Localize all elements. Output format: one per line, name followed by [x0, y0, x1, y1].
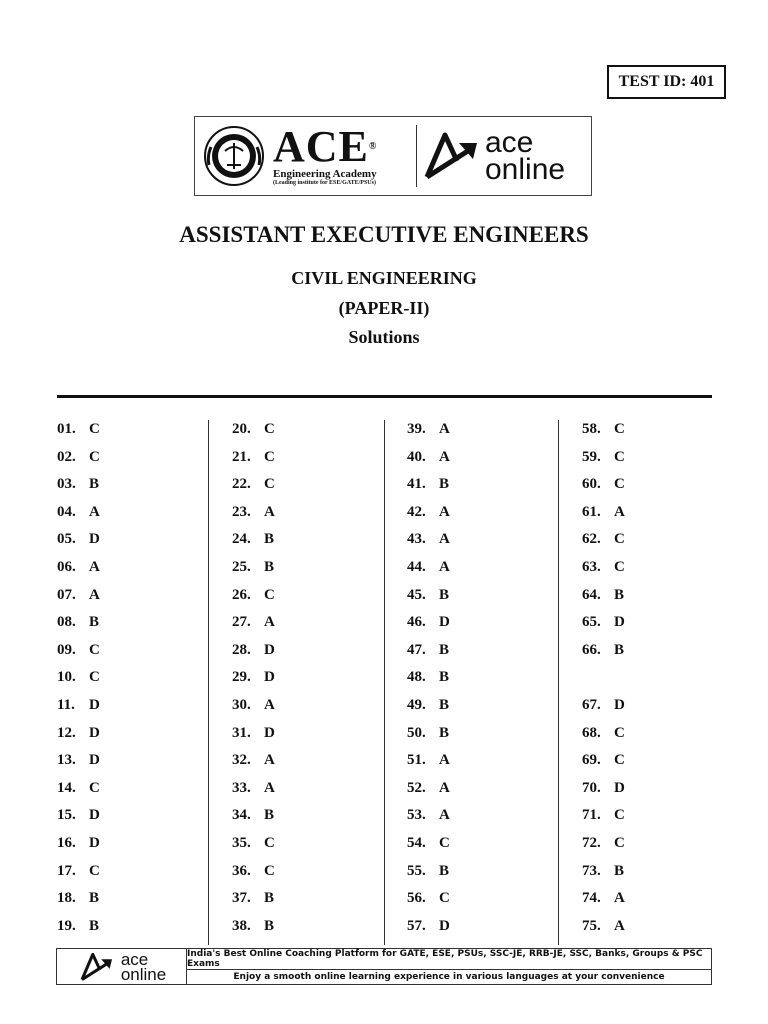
answer-item — [407, 642, 449, 659]
question-number: 35. — [232, 835, 251, 851]
answer-item — [232, 421, 275, 438]
paper-heading: (PAPER-II) — [338, 298, 430, 318]
answer-option: B — [439, 862, 450, 879]
question-number: 08. — [57, 614, 76, 631]
question-number: 07. — [57, 586, 76, 603]
answer-item — [582, 449, 625, 466]
question-number: 71. — [582, 807, 601, 824]
question-number: 58. — [582, 421, 601, 437]
answer-item — [582, 890, 625, 907]
question-number: 66. — [582, 641, 601, 658]
answer-option: C — [89, 641, 100, 658]
answer-item — [232, 807, 274, 824]
question-number: 32. — [232, 752, 251, 769]
question-number: 55. — [407, 862, 426, 879]
question-number: 59. — [582, 448, 601, 465]
answer-option: D — [614, 779, 625, 796]
online-logo-line2: online — [485, 153, 566, 186]
answer-item — [57, 504, 100, 521]
question-number: 63. — [582, 559, 601, 575]
answer-item — [582, 642, 624, 659]
answer-item — [57, 587, 100, 604]
answer-option: B — [614, 862, 625, 879]
answer-option: A — [614, 890, 625, 907]
answer-item — [57, 614, 99, 631]
question-number: 67. — [582, 697, 601, 713]
answer-option: A — [264, 503, 275, 520]
answer-option: B — [264, 890, 275, 907]
question-number: 24. — [232, 531, 251, 548]
answer-item — [582, 918, 625, 935]
answer-item — [407, 863, 449, 880]
question-number: 57. — [407, 917, 426, 934]
answer-item — [232, 449, 275, 466]
answer-option: D — [264, 724, 275, 741]
answer-item — [232, 614, 275, 631]
question-number: 39. — [407, 421, 426, 437]
question-number: 70. — [582, 779, 601, 796]
column-separator — [208, 420, 209, 945]
question-number: 22. — [232, 476, 251, 493]
registered-mark: ® — [368, 140, 378, 152]
answer-option: A — [439, 752, 450, 769]
question-number: 11. — [57, 697, 75, 713]
question-number: 42. — [407, 503, 426, 520]
answer-option: C — [614, 421, 625, 437]
answer-item — [57, 476, 99, 493]
answer-option: C — [264, 448, 275, 465]
answer-option: A — [264, 779, 275, 796]
answer-item — [232, 918, 274, 935]
answer-option: C — [264, 476, 275, 493]
answer-item — [232, 504, 275, 521]
answer-option: A — [439, 448, 450, 465]
answer-option: D — [89, 835, 100, 851]
question-number: 38. — [232, 917, 251, 934]
question-number: 34. — [232, 807, 251, 824]
answer-item — [582, 559, 625, 576]
answer-item — [57, 780, 100, 797]
answer-option: A — [439, 779, 450, 796]
question-number: 06. — [57, 559, 76, 575]
question-number: 25. — [232, 559, 251, 575]
question-number: 45. — [407, 586, 426, 603]
answer-item — [57, 449, 100, 466]
answer-option: A — [439, 531, 450, 548]
question-number: 50. — [407, 724, 426, 741]
footer-ace-online-logo — [57, 949, 187, 984]
question-number: 27. — [232, 614, 251, 631]
answer-item — [407, 835, 450, 852]
answer-item — [57, 697, 100, 714]
answer-option: A — [264, 752, 275, 769]
answer-option: C — [439, 890, 450, 907]
question-number: 31. — [232, 724, 251, 741]
academy-tagline: (Leading institute for ESE/GATE/PSUs) — [273, 179, 376, 186]
test-id-box: TEST ID: 401 — [607, 65, 726, 99]
answer-option: B — [439, 697, 450, 713]
answer-item — [582, 587, 624, 604]
online-logo-line1: ace — [485, 126, 534, 159]
answer-item — [232, 531, 274, 548]
answer-option: B — [439, 586, 450, 603]
answer-option: D — [439, 614, 450, 631]
answer-item — [232, 697, 275, 714]
horizontal-rule — [57, 395, 712, 398]
answer-option: A — [614, 503, 625, 520]
question-number: 19. — [57, 917, 76, 934]
answer-option: C — [264, 862, 275, 879]
answer-item — [232, 669, 275, 686]
question-number: 52. — [407, 779, 426, 796]
answer-item — [407, 752, 450, 769]
answer-item — [57, 918, 99, 935]
answer-item — [232, 890, 274, 907]
question-number: 12. — [57, 724, 76, 741]
question-number: 61. — [582, 503, 601, 520]
answer-item — [57, 669, 100, 686]
question-number: 33. — [232, 779, 251, 796]
question-number: 72. — [582, 835, 601, 851]
answer-item — [57, 421, 100, 438]
answer-item — [407, 780, 450, 797]
answer-option: B — [439, 724, 450, 741]
question-number: 40. — [407, 448, 426, 465]
question-number: 37. — [232, 890, 251, 907]
answer-option: D — [89, 531, 100, 548]
question-number: 44. — [407, 559, 426, 575]
question-number: 65. — [582, 614, 601, 631]
answer-option: B — [439, 669, 450, 686]
question-number: 75. — [582, 917, 601, 934]
answer-item — [582, 421, 625, 438]
question-number: 05. — [57, 531, 76, 548]
answer-item — [407, 807, 450, 824]
question-number: 53. — [407, 807, 426, 824]
answer-item — [407, 890, 450, 907]
answer-option: A — [614, 917, 625, 934]
question-number: 23. — [232, 503, 251, 520]
answer-option: A — [89, 503, 100, 520]
column-separator — [558, 420, 559, 945]
answer-item — [582, 780, 625, 797]
answer-option: C — [89, 862, 100, 879]
answer-item — [582, 614, 625, 631]
answer-item — [57, 531, 100, 548]
answer-item — [582, 476, 625, 493]
answer-item — [57, 752, 100, 769]
answer-option: B — [89, 476, 100, 493]
column-separator — [384, 420, 385, 945]
answer-option: A — [264, 614, 275, 631]
question-number: 60. — [582, 476, 601, 493]
answer-item — [407, 504, 450, 521]
answer-option: B — [614, 641, 625, 658]
footer-tagline-2: Enjoy a smooth online learning experience in various languages at your convenience — [233, 972, 665, 982]
footer-arrow-icon — [77, 952, 117, 982]
answer-item — [407, 918, 450, 935]
question-number: 46. — [407, 614, 426, 631]
answer-item — [232, 642, 275, 659]
answer-option: B — [439, 641, 450, 658]
answer-option: C — [439, 835, 450, 851]
answer-option: C — [89, 779, 100, 796]
answer-item — [407, 697, 449, 714]
answer-item — [407, 587, 449, 604]
question-number: 36. — [232, 862, 251, 879]
question-number: 64. — [582, 586, 601, 603]
answer-option: B — [439, 476, 450, 493]
question-number: 03. — [57, 476, 76, 493]
footer-tagline-1: India's Best Online Coaching Platform for GATE, ESE, PSUs, SSC-JE, RRB-JE, SSC, Banks, Groups & PSC Exams — [187, 949, 711, 970]
answer-option: C — [614, 531, 625, 548]
answer-item — [407, 559, 450, 576]
question-number: 56. — [407, 890, 426, 907]
answer-option: C — [614, 559, 625, 575]
answer-item — [232, 780, 275, 797]
question-number: 18. — [57, 890, 76, 907]
answer-option: D — [264, 669, 275, 686]
main-heading: ASSISTANT EXECUTIVE ENGINEERS — [179, 222, 589, 247]
answer-option: A — [439, 559, 450, 575]
answer-item — [407, 614, 450, 631]
footer-banner — [56, 948, 712, 985]
logo-divider — [416, 125, 417, 187]
answer-option: A — [264, 697, 275, 713]
answer-option: D — [614, 697, 625, 713]
answer-item — [232, 752, 275, 769]
question-number: 69. — [582, 752, 601, 769]
question-number: 01. — [57, 421, 76, 437]
question-number: 04. — [57, 503, 76, 520]
answer-item — [57, 890, 99, 907]
answer-option: B — [89, 614, 100, 631]
answer-item — [57, 807, 100, 824]
answer-option: C — [264, 586, 275, 603]
answer-option: D — [264, 641, 275, 658]
academy-seal-icon — [203, 125, 265, 187]
answer-item — [232, 559, 274, 576]
question-number: 09. — [57, 641, 76, 658]
question-number: 68. — [582, 724, 601, 741]
question-number: 54. — [407, 835, 426, 851]
ace-online-arrow-icon — [423, 131, 481, 181]
answer-item — [582, 531, 625, 548]
answer-item — [582, 504, 625, 521]
answer-item — [407, 725, 449, 742]
answer-item — [407, 476, 449, 493]
question-number: 20. — [232, 421, 251, 437]
answer-option: A — [89, 559, 100, 575]
answer-option: B — [614, 586, 625, 603]
answer-item — [57, 863, 100, 880]
answer-option: A — [439, 421, 450, 437]
answer-item — [582, 835, 625, 852]
ace-logo-text: ACE — [273, 121, 369, 171]
answer-item — [407, 449, 450, 466]
question-number: 73. — [582, 862, 601, 879]
answer-option: C — [614, 752, 625, 769]
answer-option: D — [89, 724, 100, 741]
question-number: 28. — [232, 641, 251, 658]
answer-item — [57, 835, 100, 852]
answer-option: B — [264, 531, 275, 548]
answer-item — [407, 669, 449, 686]
answer-item — [57, 559, 100, 576]
answer-item — [582, 863, 624, 880]
footer-online-line2: online — [120, 964, 167, 984]
question-number: 02. — [57, 448, 76, 465]
subject-heading: CIVIL ENGINEERING — [291, 268, 477, 288]
question-number: 62. — [582, 531, 601, 548]
question-number: 49. — [407, 697, 426, 713]
question-number: 16. — [57, 835, 76, 851]
solutions-heading: Solutions — [348, 327, 420, 347]
answer-option: C — [614, 807, 625, 824]
answer-option: D — [614, 614, 625, 631]
answer-item — [232, 476, 275, 493]
answer-option: B — [264, 917, 275, 934]
question-number: 17. — [57, 862, 76, 879]
question-number: 30. — [232, 697, 251, 713]
answer-item — [582, 725, 625, 742]
answer-option: A — [89, 586, 100, 603]
question-number: 10. — [57, 669, 76, 686]
answer-item — [232, 835, 275, 852]
question-number: 14. — [57, 779, 76, 796]
answer-option: B — [89, 890, 100, 907]
answer-option: D — [89, 807, 100, 824]
question-number: 48. — [407, 669, 426, 686]
question-number: 26. — [232, 586, 251, 603]
answer-item — [582, 752, 625, 769]
answer-item — [232, 587, 275, 604]
question-number: 29. — [232, 669, 251, 686]
question-number: 15. — [57, 807, 76, 824]
question-number: 51. — [407, 752, 426, 769]
answer-option: C — [89, 669, 100, 686]
ace-online-logo — [423, 126, 566, 186]
answer-option: C — [264, 835, 275, 851]
answer-option: A — [439, 503, 450, 520]
question-number: 13. — [57, 752, 76, 769]
answer-item — [232, 863, 275, 880]
answer-item — [57, 725, 100, 742]
header-logo-banner — [194, 116, 592, 196]
answer-option: D — [89, 697, 100, 713]
footer-online-line1: ace — [120, 949, 149, 969]
answer-option: D — [89, 752, 100, 769]
answer-item — [407, 421, 450, 438]
answer-option: C — [89, 448, 100, 465]
answer-item — [582, 807, 625, 824]
answer-item — [582, 697, 625, 714]
answer-option: D — [439, 917, 450, 934]
answer-item — [232, 725, 275, 742]
academy-name: Engineering Academy — [273, 167, 377, 180]
answer-option: C — [264, 421, 275, 437]
question-number: 21. — [232, 448, 251, 465]
answer-option: A — [439, 807, 450, 824]
answer-option: B — [89, 917, 100, 934]
answer-item — [57, 642, 100, 659]
question-number: 43. — [407, 531, 426, 548]
answer-option: C — [614, 448, 625, 465]
answer-item — [407, 531, 450, 548]
question-number: 74. — [582, 890, 601, 907]
answer-option: C — [614, 724, 625, 741]
question-number: 47. — [407, 641, 426, 658]
answer-option: B — [264, 807, 275, 824]
answer-option: C — [614, 476, 625, 493]
question-number: 41. — [407, 476, 426, 493]
answer-option: C — [89, 421, 100, 437]
answer-option: B — [264, 559, 275, 575]
answer-option: C — [614, 835, 625, 851]
